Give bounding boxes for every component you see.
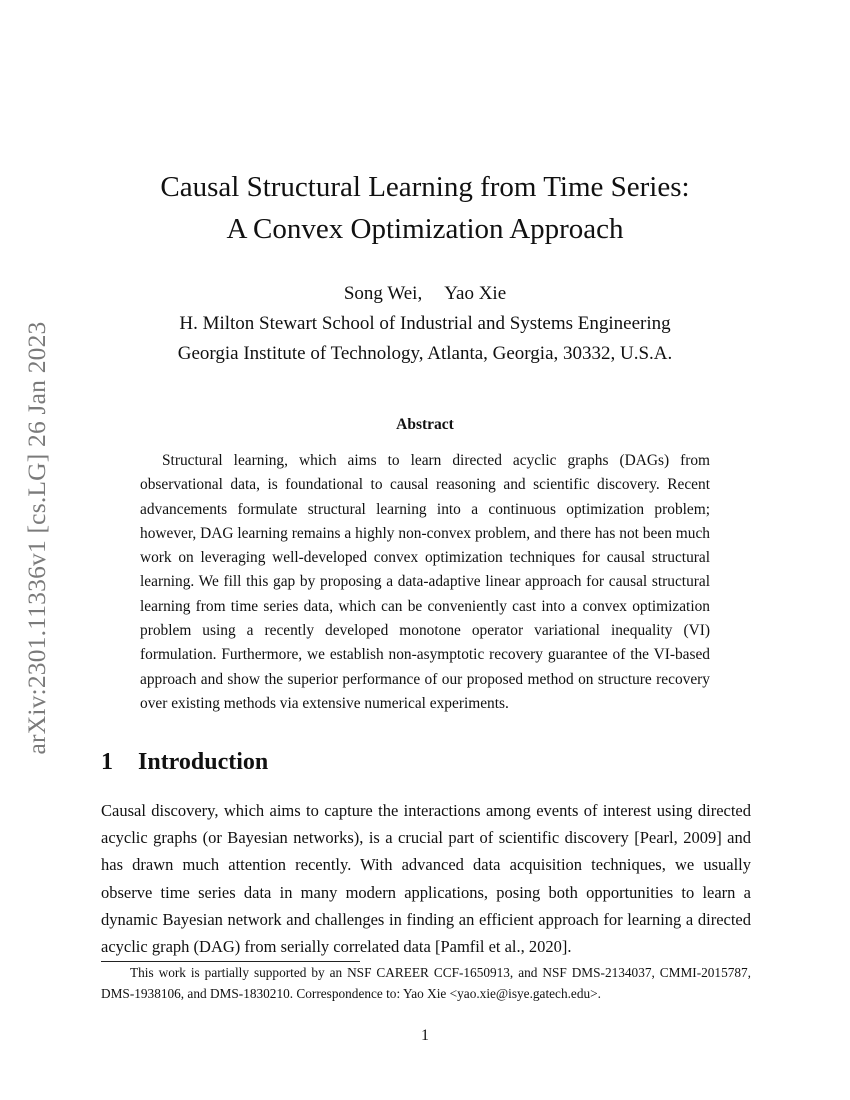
- author-names: [0, 279, 850, 309]
- page-number: 1: [421, 1027, 429, 1044]
- arxiv-identifier-text: arXiv:2301.11336v1 [cs.LG] 26 Jan 2023: [22, 321, 51, 755]
- footnote: [101, 962, 751, 1004]
- paper-title-line-1: Causal Structural Learning from Time Series:: [160, 171, 690, 203]
- section-heading: [101, 749, 268, 776]
- author-block: [0, 279, 850, 369]
- paper-title-line-2: A Convex Optimization Approach: [226, 213, 624, 245]
- arxiv-identifier-stamp: [14, 300, 60, 776]
- abstract-heading: Abstract: [396, 416, 454, 433]
- author-name-1: Song Wei,: [343, 283, 423, 304]
- paper-title: [0, 166, 850, 250]
- abstract-section: [140, 449, 710, 716]
- introduction-paragraph: Causal discovery, which aims to capture the interactions among events of interest using directed acyclic graphs (or Bayesian networks), is a crucial part of scientific discovery [Pearl, 2009] and has drawn much attention recently. With advanced data acquisition techniques, we usually observe time series data in many modern applications, posing both opportunities to learn a dynamic Bayesian network and challenges in finding an efficient approach for learning a directed acyclic graph (DAG) from serially correlated data [Pamfil et al., 2020].: [101, 801, 751, 957]
- author-name-2: Yao Xie: [444, 283, 507, 304]
- affiliation-line-1: H. Milton Stewart School of Industrial and Systems Engineering: [179, 313, 671, 334]
- affiliation-line-2: Georgia Institute of Technology, Atlanta, Georgia, 30332, U.S.A.: [177, 343, 673, 364]
- footnote-text: This work is partially supported by an NSF CAREER CCF-1650913, and NSF DMS-2134037, CMMI-2015787, DMS-1938106, and DMS-1830210. Correspondence to: Yao Xie <yao.xie@isye.gatech.edu>.: [101, 965, 751, 1001]
- abstract-paragraph: Structural learning, which aims to learn directed acyclic graphs (DAGs) from observational data, is foundational to causal reasoning and scientific discovery. Recent advancements formulate structural learning into a continuous optimization problem; however, DAG learning remains a highly non-convex problem, and there has not been much work on leveraging well-developed convex optimization techniques for causal structural learning. We fill this gap by proposing a data-adaptive linear approach for causal structural learning from time series data, which can be conveniently cast into a convex optimization problem using a recently developed monotone operator variational inequality (VI) formulation. Furthermore, we establish non-asymptotic recovery guarantee of the VI-based approach and show the superior performance of our proposed method on structure recovery over existing methods via extensive numerical experiments.: [140, 452, 710, 712]
- section-number: 1: [101, 749, 113, 775]
- section-title: Introduction: [138, 749, 269, 775]
- introduction-body: [101, 797, 751, 960]
